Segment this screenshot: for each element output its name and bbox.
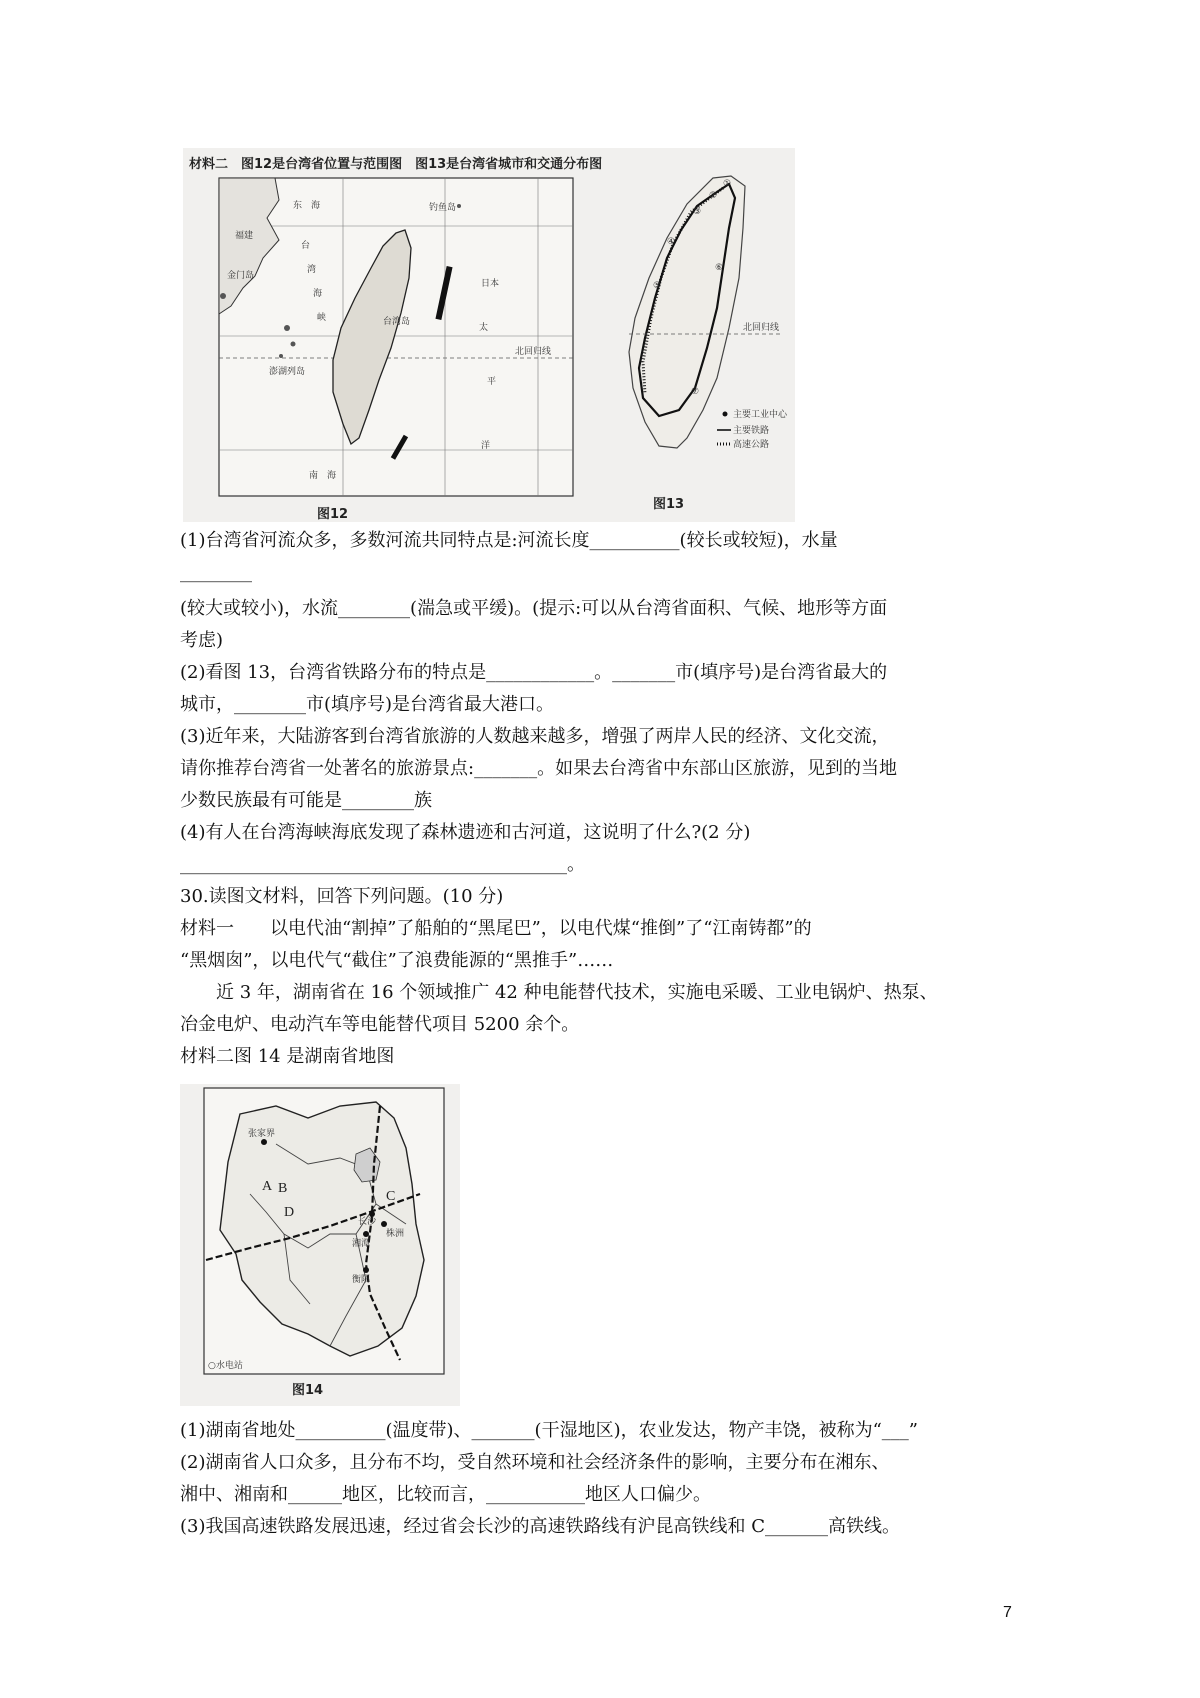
- label-zhuzhou: 株洲: [386, 1229, 405, 1239]
- q1-line-a: (1)台湾省河流众多，多数河流共同特点是:河流长度__________(较长或较短)，水量: [180, 530, 838, 551]
- label-d: D: [284, 1205, 295, 1220]
- q3-line-a: (3)近年来，大陆游客到台湾省旅游的人数越来越多，增强了两岸人民的经济、文化交流，: [180, 726, 890, 747]
- p2-line-a: (2)湖南省人口众多，且分布不均，受自然环境和社会经济条件的影响，主要分布在湘东、: [180, 1452, 890, 1473]
- label-fujian: 福建: [235, 231, 254, 241]
- material-1-line-c: 近 3 年，湖南省在 16 个领域推广 42 种电能替代技术，实施电采暖、工业电锅炉、热泵、: [180, 982, 938, 1003]
- label-taiwan-island: 台湾岛: [383, 317, 411, 327]
- label-strait-3: 海: [313, 289, 323, 299]
- label-b: B: [278, 1181, 288, 1196]
- label-pacific-1: 太: [479, 323, 489, 333]
- label-pacific-2: 平: [487, 377, 497, 387]
- station-5: ⑤: [653, 281, 662, 291]
- figure-12-map: [219, 178, 573, 496]
- figure-14-legend: ○水电站: [208, 1361, 243, 1371]
- figure-13-map: [629, 176, 788, 450]
- label-pacific-3: 洋: [481, 441, 491, 451]
- figure-14-block: [180, 1084, 460, 1406]
- label-strait-2: 湾: [307, 265, 317, 275]
- label-tropic-13: 北回归线: [743, 323, 780, 333]
- p2-line-b: 湘中、湘南和______地区，比较而言，___________地区人口偏少。: [180, 1484, 711, 1505]
- page-number: 7: [1003, 1604, 1012, 1621]
- label-xiangtan: 湘潭: [352, 1239, 371, 1249]
- station-4: ④: [667, 237, 676, 247]
- svg-text:主要工业中心: 主要工业中心: [733, 410, 788, 420]
- figure-14-map: [204, 1088, 444, 1374]
- q2-line-a: (2)看图 13，台湾省铁路分布的特点是____________。_______市(填序号)是台湾省最大的: [180, 662, 888, 683]
- station-3: ③: [693, 207, 702, 217]
- q2-line-b: 城市，________市(填序号)是台湾省最大港口。: [180, 694, 555, 715]
- figure-12-caption: 图12: [317, 507, 349, 522]
- q1-line-d: 考虑): [180, 630, 224, 651]
- figure-13-legend: [717, 408, 788, 450]
- material-1-line-b: “黑烟囱”，以电代气“截住”了浪费能源的“黑推手”……: [180, 950, 614, 971]
- material-2-line: 材料二图 14 是湖南省地图: [180, 1046, 395, 1067]
- label-penghu: 澎湖列岛: [269, 367, 306, 377]
- q4-line-a: (4)有人在台湾海峡海底发现了森林遗迹和古河道，这说明了什么?(2 分): [180, 822, 751, 843]
- figure-14-caption: 图14: [292, 1383, 324, 1398]
- p3-line: (3)我国高速铁路发展迅速，经过省会长沙的高速铁路线有沪昆高铁线和 C_______高铁线。: [180, 1516, 900, 1537]
- figure-13-caption: 图13: [653, 497, 685, 512]
- station-7: ⑦: [691, 387, 700, 397]
- p1-line: (1)湖南省地处__________(温度带)、_______(干湿地区)，农业发达，物产丰饶，被称为“___”: [180, 1420, 918, 1441]
- station-6: ⑥: [715, 263, 724, 273]
- label-changsha: 长沙: [358, 1217, 377, 1227]
- label-south-china-sea: 南 海: [309, 471, 337, 481]
- q4-line-b: ___________________________________________。: [180, 854, 585, 875]
- station-2: ②: [709, 191, 718, 201]
- q30-title: 30.读图文材料，回答下列问题。(10 分): [180, 886, 504, 907]
- label-c: C: [386, 1189, 396, 1204]
- figure-header: 材料二 图12是台湾省位置与范围图 图13是台湾省城市和交通分布图: [189, 157, 603, 172]
- label-a: A: [262, 1179, 273, 1194]
- label-east-china-sea: 东 海: [293, 201, 321, 211]
- label-strait-1: 台: [301, 241, 311, 251]
- q1-line-c: (较大或较小)，水流________(湍急或平缓)。(提示:可以从台湾省面积、气候、地形等方面: [180, 598, 888, 619]
- q3-line-b: 请你推荐台湾省一处著名的旅游景点:_______。如果去台湾省中东部山区旅游，见到的当地: [180, 758, 898, 779]
- q3-line-c: 少数民族最有可能是________族: [180, 790, 432, 811]
- svg-text:主要铁路: 主要铁路: [733, 426, 770, 436]
- label-tropic-12: 北回归线: [515, 347, 552, 357]
- label-japan: 日本: [481, 279, 500, 289]
- q1-line-b: ________: [180, 562, 252, 583]
- label-hengyang: 衡阳: [352, 1275, 371, 1285]
- svg-text:高速公路: 高速公路: [733, 440, 770, 450]
- label-diaoyu: 钓鱼岛: [429, 203, 457, 213]
- figure-12-13-block: [183, 148, 795, 522]
- label-zhangjiajie: 张家界: [248, 1129, 276, 1139]
- material-1-line-d: 冶金电炉、电动汽车等电能替代项目 5200 余个。: [180, 1014, 580, 1035]
- label-jinmen: 金门岛: [227, 271, 255, 281]
- station-1: ①: [723, 179, 732, 189]
- material-1-line-a: 材料一 以电代油“割掉”了船舶的“黑尾巴”，以电代煤“推倒”了“江南铸都”的: [180, 918, 812, 939]
- label-strait-4: 峡: [317, 313, 327, 323]
